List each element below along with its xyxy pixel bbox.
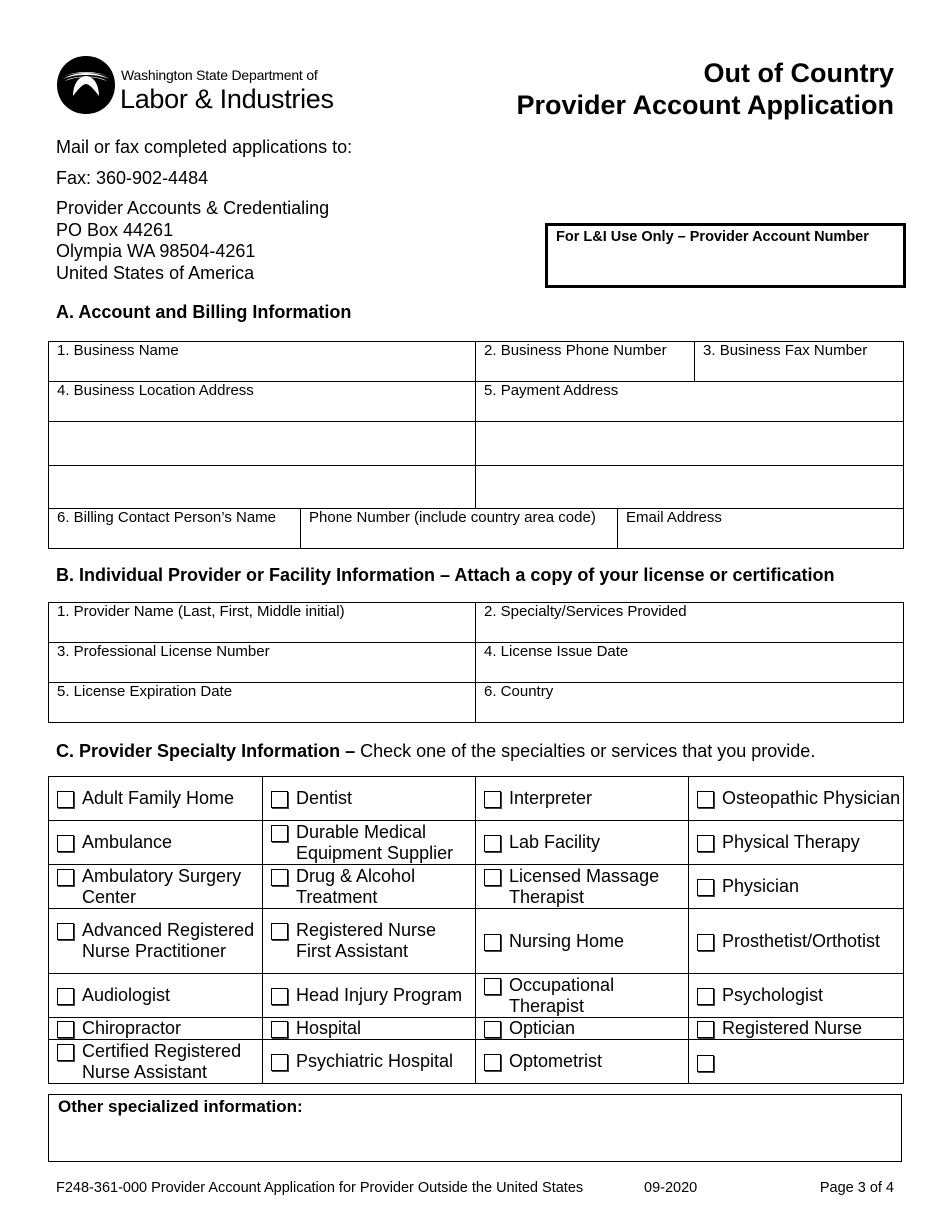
specialty-label: Registered Nurse	[722, 1018, 863, 1038]
specialty-checkbox[interactable]	[271, 988, 288, 1005]
section-c-heading	[56, 741, 815, 762]
specialty-label: Lab Facility	[509, 832, 601, 852]
contact-phone-label: Phone Number (include country area code)	[309, 509, 596, 526]
specialty-cell	[476, 1040, 689, 1084]
specialty-checkbox[interactable]	[697, 1055, 714, 1072]
specialty-option[interactable]	[476, 1018, 688, 1039]
specialty-label: Hospital	[296, 1018, 362, 1038]
form-date: 09-2020	[644, 1180, 698, 1196]
specialty-label: Occupational Therapist	[509, 974, 615, 1016]
specialty-services-label: 2. Specialty/Services Provided	[484, 603, 687, 620]
specialty-services-field[interactable]	[476, 603, 904, 643]
country-field[interactable]	[476, 683, 904, 723]
specialty-cell	[263, 777, 476, 821]
specialty-cell	[49, 865, 263, 909]
specialty-checkbox[interactable]	[57, 988, 74, 1005]
specialty-checkbox[interactable]	[697, 879, 714, 896]
specialty-checkbox[interactable]	[57, 791, 74, 808]
specialty-checkbox[interactable]	[697, 988, 714, 1005]
specialty-checkbox[interactable]	[484, 1021, 501, 1038]
contact-phone-field[interactable]	[301, 509, 618, 549]
specialty-checkbox[interactable]	[271, 825, 288, 842]
provider-name-label: 1. Provider Name (Last, First, Middle initial)	[57, 603, 345, 620]
specialty-cell	[476, 1018, 689, 1040]
section-b-heading: B. Individual Provider or Facility Information – Attach a copy of your license or certification	[56, 565, 835, 585]
license-expiration-label: 5. License Expiration Date	[57, 683, 233, 700]
billing-contact-label: 6. Billing Contact Person’s Name	[57, 509, 276, 526]
specialty-cell	[689, 1018, 904, 1040]
payment-address-field[interactable]	[476, 382, 904, 422]
specialty-option[interactable]	[263, 866, 475, 908]
license-expiration-field[interactable]	[49, 683, 476, 723]
specialty-label: Ambulance	[82, 832, 173, 852]
specialty-cell	[689, 821, 904, 865]
specialty-label: Certified Registered Nurse Assistant	[82, 1040, 242, 1082]
specialty-label: Ambulatory Surgery Center	[82, 865, 242, 907]
specialty-label: Optometrist	[509, 1051, 603, 1071]
specialty-checkbox[interactable]	[57, 1044, 74, 1061]
specialty-label: Psychiatric Hospital	[296, 1051, 454, 1071]
specialty-cell	[263, 1040, 476, 1084]
mail-instruction: Mail or fax completed applications to:	[56, 137, 353, 157]
other-info-field[interactable]	[48, 1094, 902, 1162]
form-title-line2: Provider Account Application	[516, 90, 894, 120]
specialty-cell	[476, 865, 689, 909]
provider-name-field[interactable]	[49, 603, 476, 643]
state-seal-icon	[55, 54, 117, 116]
form-title-line1: Out of Country	[703, 58, 894, 88]
specialty-cell	[49, 909, 263, 974]
specialty-checkbox[interactable]	[484, 835, 501, 852]
business-fax-field[interactable]	[695, 342, 904, 382]
specialty-cell	[49, 821, 263, 865]
specialty-checkbox[interactable]	[57, 835, 74, 852]
specialty-row	[49, 1018, 904, 1040]
business-phone-field[interactable]	[476, 342, 695, 382]
specialty-cell	[476, 909, 689, 974]
business-name-label: 1. Business Name	[57, 342, 179, 359]
section-c-heading-text: Check one of the specialties or services that you provide.	[355, 741, 816, 761]
address-line-4: United States of America	[56, 263, 255, 283]
fax-number: Fax: 360-902-4484	[56, 168, 209, 188]
specialty-checkbox-table	[48, 776, 904, 1084]
specialty-label: Registered Nurse First Assistant	[296, 920, 437, 961]
address-line-3: Olympia WA 98504-4261	[56, 241, 256, 261]
specialty-label: Physical Therapy	[722, 832, 860, 852]
specialty-cell	[49, 1018, 263, 1040]
specialty-cell	[689, 1040, 904, 1084]
specialty-label: Physician	[722, 876, 800, 896]
location-address-field[interactable]	[49, 382, 476, 422]
business-name-field[interactable]	[49, 342, 476, 382]
specialty-cell	[263, 1018, 476, 1040]
specialty-option[interactable]	[263, 1051, 475, 1072]
specialty-checkbox[interactable]	[484, 978, 501, 995]
specialty-cell	[263, 909, 476, 974]
specialty-label: Licensed Massage Therapist	[509, 865, 660, 907]
other-info-label: Other specialized information:	[58, 1097, 303, 1116]
location-address-line-3[interactable]	[49, 466, 476, 509]
specialty-checkbox[interactable]	[484, 869, 501, 886]
page-number: Page 3 of 4	[819, 1180, 894, 1196]
specialty-option[interactable]	[476, 1051, 688, 1072]
specialty-checkbox[interactable]	[697, 1021, 714, 1038]
business-fax-label: 3. Business Fax Number	[703, 342, 868, 359]
specialty-cell	[49, 1040, 263, 1084]
payment-address-line-3[interactable]	[476, 466, 904, 509]
specialty-option[interactable]	[689, 1018, 903, 1039]
specialty-option[interactable]	[263, 822, 475, 864]
specialty-option[interactable]	[689, 1052, 903, 1072]
specialty-option[interactable]	[49, 788, 262, 809]
specialty-checkbox[interactable]	[697, 835, 714, 852]
specialty-label: Osteopathic Physician	[722, 788, 901, 808]
specialty-checkbox[interactable]	[271, 869, 288, 886]
specialty-checkbox[interactable]	[484, 791, 501, 808]
country-label: 6. Country	[484, 683, 554, 700]
agency-name-line2: Labor & Industries	[120, 84, 334, 114]
license-number-label: 3. Professional License Number	[57, 643, 270, 660]
specialty-cell	[49, 974, 263, 1018]
specialty-option[interactable]	[689, 788, 903, 809]
specialty-row	[49, 974, 904, 1018]
specialty-label: Interpreter	[509, 788, 593, 808]
specialty-cell	[689, 777, 904, 821]
specialty-label: Prosthetist/Orthotist	[722, 930, 881, 951]
form-id: F248-361-000 Provider Account Application for Provider Outside the United States	[56, 1180, 584, 1196]
specialty-checkbox[interactable]	[271, 791, 288, 808]
specialty-checkbox[interactable]	[57, 869, 74, 886]
specialty-cell	[476, 821, 689, 865]
specialty-checkbox[interactable]	[271, 923, 288, 940]
specialty-checkbox[interactable]	[697, 934, 714, 951]
agency-name-line1: Washington State Department of	[121, 67, 318, 83]
specialty-row	[49, 1040, 904, 1084]
specialty-label: Head Injury Program	[296, 985, 463, 1005]
office-use-label: For L&I Use Only – Provider Account Number	[556, 229, 869, 245]
specialty-checkbox[interactable]	[484, 934, 501, 951]
specialty-cell	[263, 974, 476, 1018]
specialty-cell	[476, 974, 689, 1018]
email-field[interactable]	[618, 509, 904, 549]
specialty-checkbox[interactable]	[271, 1054, 288, 1071]
specialty-row	[49, 865, 904, 909]
payment-address-line-2[interactable]	[476, 422, 904, 466]
license-issue-date-label: 4. License Issue Date	[484, 643, 629, 660]
specialty-checkbox[interactable]	[271, 1021, 288, 1038]
specialty-option[interactable]	[263, 920, 475, 962]
location-address-label: 4. Business Location Address	[57, 382, 254, 399]
specialty-label: Audiologist	[82, 985, 171, 1005]
address-line-1: Provider Accounts & Credentialing	[56, 198, 330, 218]
billing-contact-field[interactable]	[49, 509, 301, 549]
address-line-2: PO Box 44261	[56, 220, 174, 240]
specialty-checkbox[interactable]	[57, 923, 74, 940]
specialty-option[interactable]	[476, 931, 688, 952]
specialty-option[interactable]	[476, 832, 688, 853]
section-c-heading-bold: C. Provider Specialty Information –	[56, 741, 356, 761]
license-issue-date-field[interactable]	[476, 643, 904, 683]
specialty-option[interactable]	[49, 920, 262, 962]
specialty-checkbox[interactable]	[697, 791, 714, 808]
payment-address-label: 5. Payment Address	[484, 382, 619, 399]
section-a-heading: A. Account and Billing Information	[56, 302, 352, 322]
specialty-label: Durable Medical Equipment Supplier	[296, 821, 454, 863]
specialty-cell	[263, 865, 476, 909]
section-a-table	[48, 341, 904, 549]
specialty-option[interactable]	[476, 788, 688, 809]
specialty-option[interactable]	[476, 975, 688, 1017]
specialty-label: Psychologist	[722, 985, 824, 1005]
specialty-label: Dentist	[296, 788, 353, 808]
specialty-option[interactable]	[689, 832, 903, 853]
specialty-cell	[263, 821, 476, 865]
specialty-option[interactable]	[263, 985, 475, 1006]
specialty-label: Advanced Registered Nurse Practitioner	[82, 920, 255, 961]
office-use-box[interactable]	[545, 223, 906, 288]
specialty-cell	[476, 777, 689, 821]
specialty-option[interactable]	[49, 866, 262, 908]
specialty-checkbox[interactable]	[484, 1054, 501, 1071]
specialty-option[interactable]	[49, 832, 262, 853]
specialty-cell	[689, 909, 904, 974]
specialty-option[interactable]	[689, 985, 903, 1006]
specialty-option[interactable]	[49, 985, 262, 1006]
section-b-table	[48, 602, 904, 723]
specialty-row	[49, 821, 904, 865]
location-address-line-2[interactable]	[49, 422, 476, 466]
specialty-checkbox[interactable]	[57, 1021, 74, 1038]
license-number-field[interactable]	[49, 643, 476, 683]
specialty-label: Adult Family Home	[82, 788, 235, 808]
specialty-option[interactable]	[49, 1018, 262, 1039]
specialty-label: Drug & Alcohol Treatment	[296, 865, 416, 907]
specialty-option[interactable]	[476, 866, 688, 908]
specialty-option[interactable]	[689, 931, 903, 952]
specialty-cell	[689, 974, 904, 1018]
specialty-option[interactable]	[263, 1018, 475, 1039]
specialty-option[interactable]	[263, 788, 475, 809]
email-label: Email Address	[626, 509, 722, 526]
specialty-option[interactable]	[689, 876, 903, 897]
specialty-label: Chiropractor	[82, 1018, 182, 1038]
specialty-cell	[689, 865, 904, 909]
business-phone-label: 2. Business Phone Number	[484, 342, 667, 359]
specialty-label: Nursing Home	[509, 930, 625, 951]
specialty-label: Optician	[509, 1018, 576, 1038]
specialty-row	[49, 909, 904, 974]
specialty-row	[49, 777, 904, 821]
specialty-cell	[49, 777, 263, 821]
specialty-option[interactable]	[49, 1041, 262, 1083]
